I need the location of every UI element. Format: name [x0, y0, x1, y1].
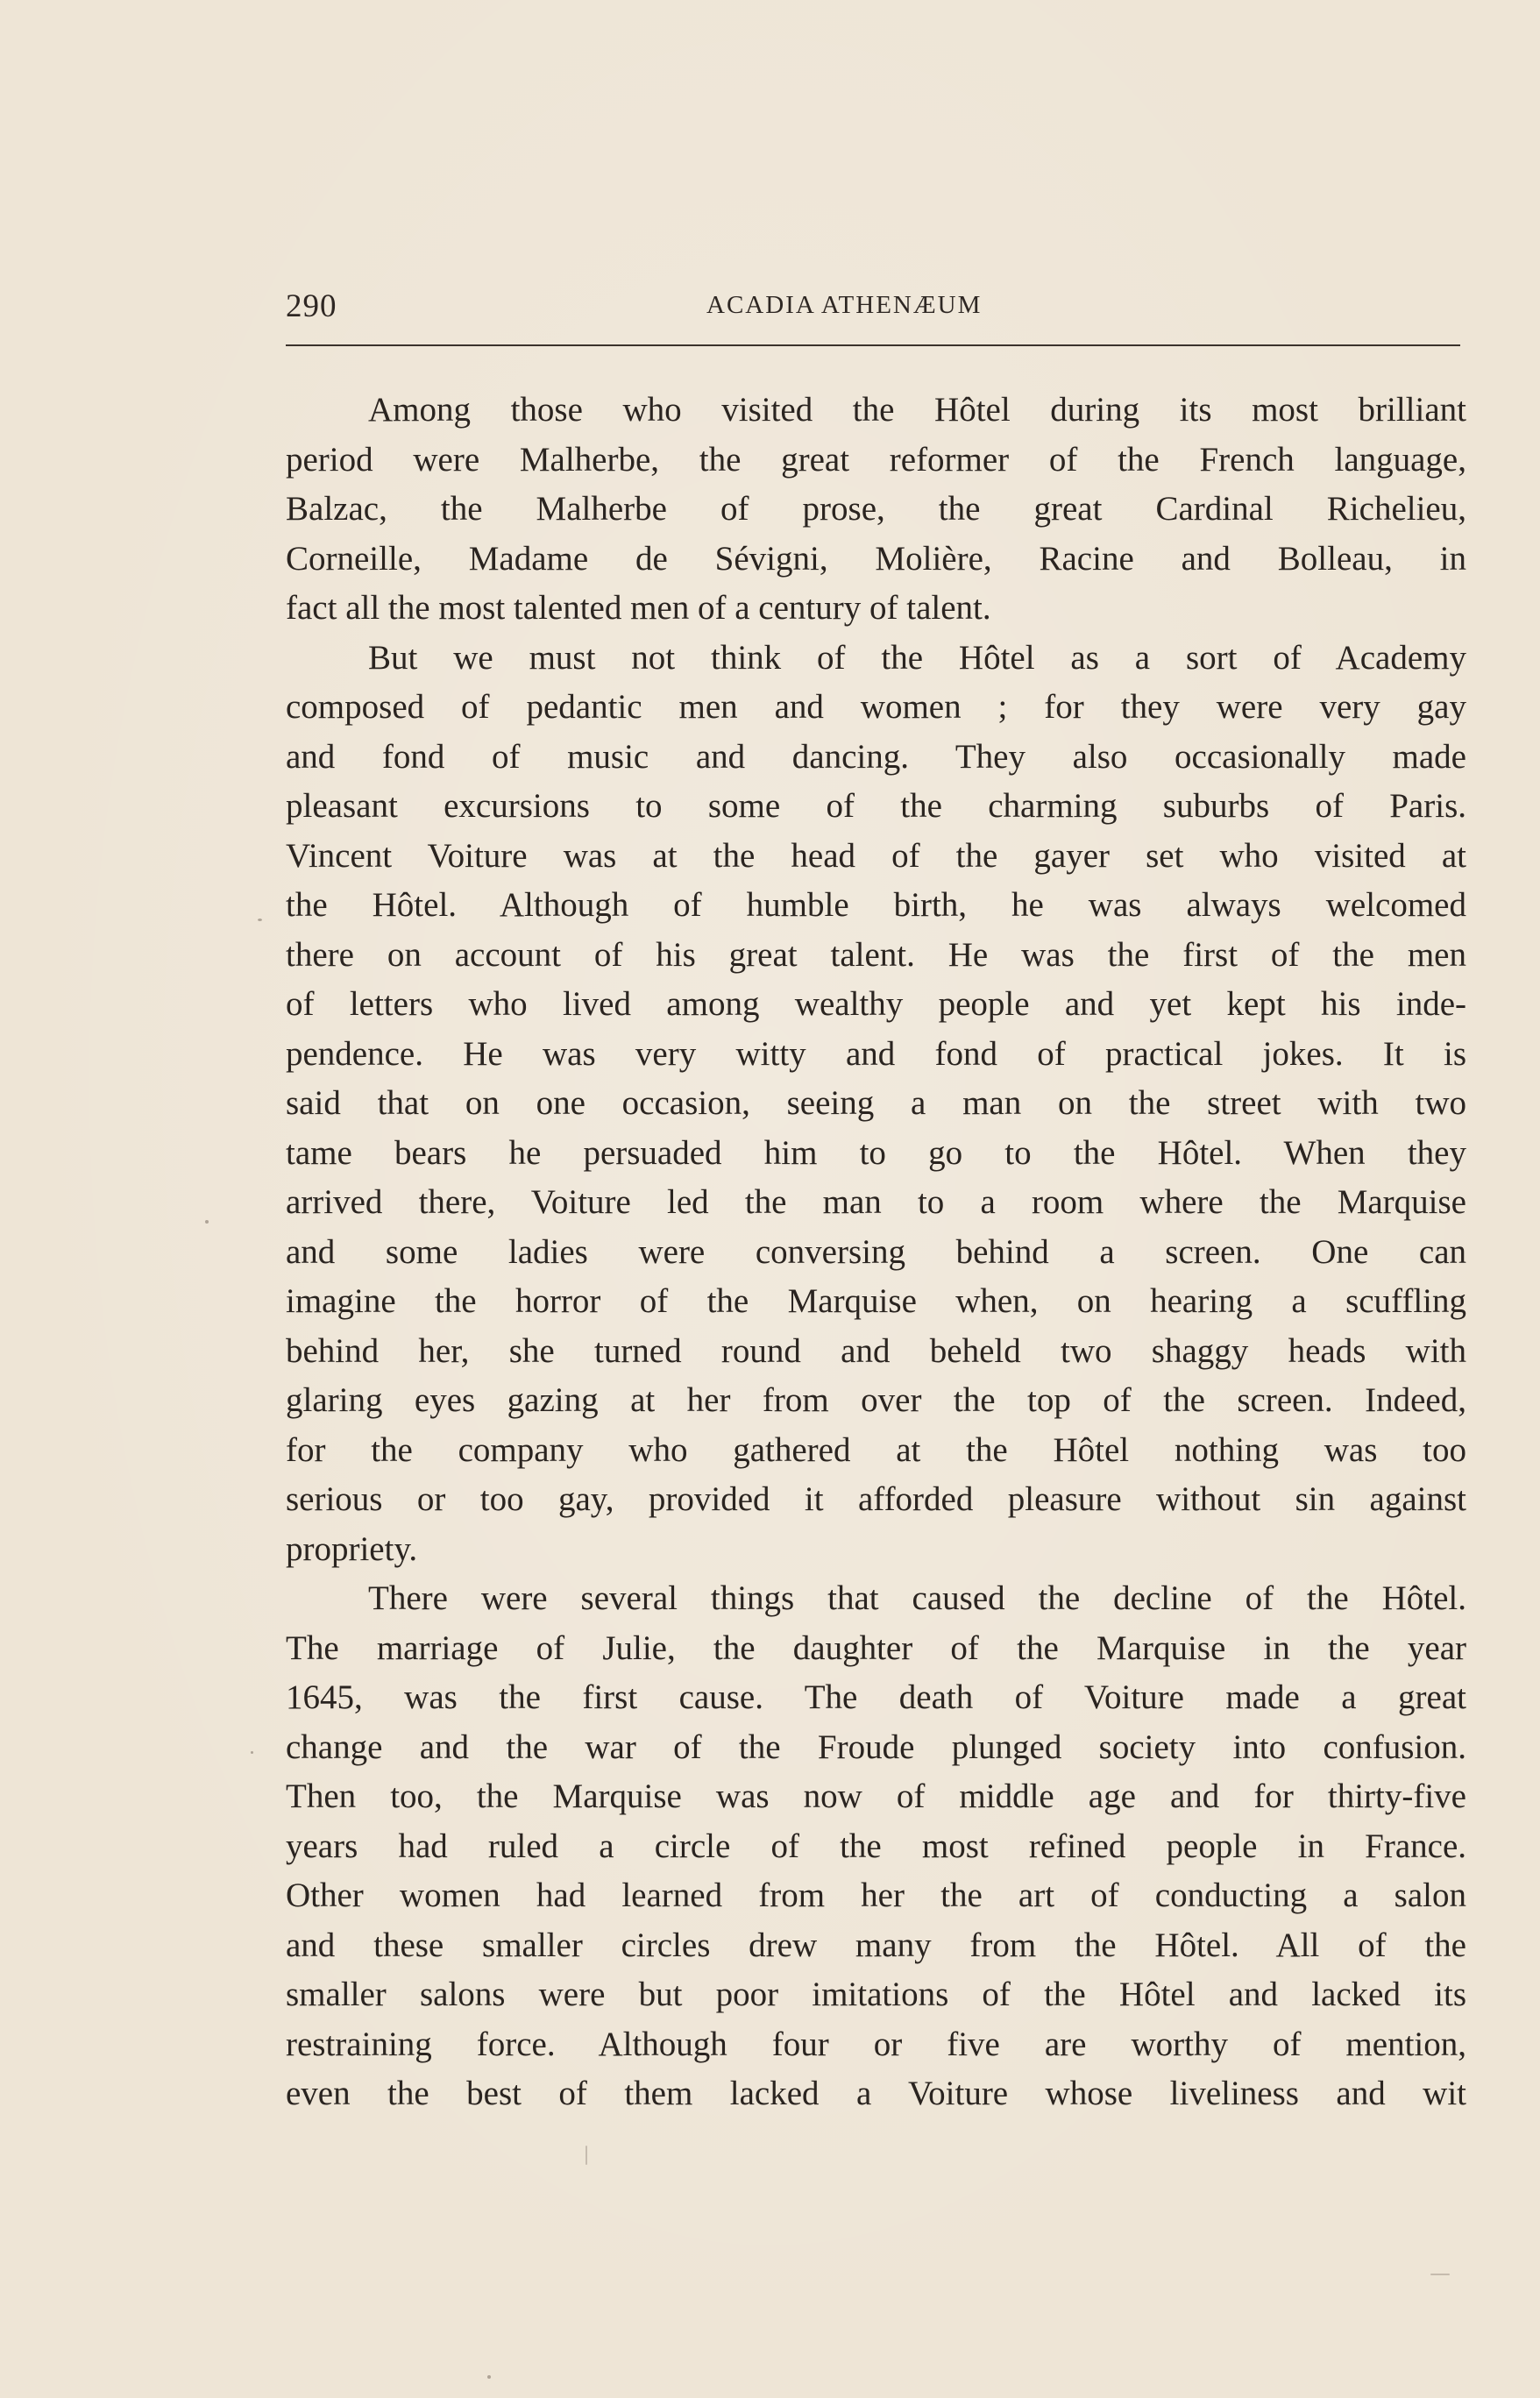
paragraph-first-line: Among those who visited the Hôtel during its most brilliant	[368, 391, 1466, 429]
paper-speck	[251, 1751, 253, 1754]
paper-speck	[1430, 2274, 1450, 2275]
text-line: of letters who lived among wealthy people and yet kept his inde-	[286, 985, 1466, 1023]
text-line: years had ruled a circle of the most refined people in France.	[286, 1827, 1466, 1865]
paper-speck	[258, 919, 262, 921]
text-line: and fond of music and dancing. They also occasionally made	[286, 737, 1466, 776]
text-line: pendence. He was very witty and fond of practical jokes. It is	[286, 1034, 1466, 1073]
paper-speck	[487, 2375, 491, 2379]
paragraph-first-line: But we must not think of the Hôtel as a sort of Academy	[368, 638, 1466, 677]
journal-title: ACADIA ATHENÆUM	[706, 291, 983, 319]
text-line: said that on one occasion, seeing a man on the street with two	[286, 1084, 1466, 1122]
text-line: there on account of his great talent. He was the first of the men	[286, 935, 1466, 974]
text-line: imagine the horror of the Marquise when, on hearing a scuffling	[286, 1282, 1466, 1320]
text-line: the Hôtel. Although of humble birth, he was always welcomed	[286, 886, 1466, 924]
text-line: Balzac, the Malherbe of prose, the great Cardinal Richelieu,	[286, 490, 1466, 528]
running-head	[286, 279, 1460, 340]
text-line: restraining force. Although four or five are worthy of mention,	[286, 2025, 1466, 2063]
text-line: smaller salons were but poor imitations of the Hôtel and lacked its	[286, 1976, 1466, 2013]
text-line: serious or too gay, provided it afforded pleasure without sin against	[286, 1480, 1466, 1518]
text-line: and some ladies were conversing behind a screen. One can	[286, 1232, 1466, 1271]
text-line: behind her, she turned round and beheld two shaggy heads with	[286, 1331, 1466, 1370]
text-line: period were Malherbe, the great reformer of the French language,	[286, 440, 1466, 479]
text-line: propriety.	[286, 1529, 418, 1568]
text-line: Corneille, Madame de Sévigni, Molière, Racine and Bolleau, in	[286, 539, 1466, 578]
text-line: for the company who gathered at the Hôtel nothing was too	[286, 1430, 1466, 1469]
text-line: The marriage of Julie, the daughter of the Marquise in the year	[286, 1628, 1466, 1667]
text-line: Vincent Voiture was at the head of the gayer set who visited at	[286, 836, 1466, 875]
text-line: and these smaller circles drew many from the Hôtel. All of the	[286, 1926, 1466, 1964]
text-line: glaring eyes gazing at her from over the top of the screen. Indeed,	[286, 1381, 1466, 1419]
text-line: Other women had learned from her the art of conducting a salon	[286, 1877, 1466, 1914]
paragraph-first-line: There were several things that caused the decline of the Hôtel.	[368, 1579, 1466, 1617]
paper-speck	[585, 2146, 587, 2165]
text-line: fact all the most talented men of a century of talent.	[286, 589, 991, 627]
text-line: composed of pedantic men and women ; for they were very gay	[286, 688, 1466, 726]
text-line: arrived there, Voiture led the man to a room where the Marquise	[286, 1183, 1466, 1221]
text-line: even the best of them lacked a Voiture whose liveliness and wit	[286, 2075, 1466, 2112]
body-text	[286, 386, 1466, 2119]
text-line: 1645, was the first cause. The death of Voiture made a great	[286, 1678, 1466, 1716]
paper-speck	[205, 1220, 209, 1224]
text-line: tame bears he persuaded him to go to the Hôtel. When they	[286, 1133, 1466, 1172]
page-number: 290	[286, 288, 337, 324]
text-line: Then too, the Marquise was now of middle age and for thirty-five	[286, 1777, 1466, 1815]
header-rule	[286, 344, 1460, 346]
text-line: change and the war of the Froude plunged society into confusion.	[286, 1728, 1466, 1766]
text-line: pleasant excursions to some of the charming suburbs of Paris.	[286, 787, 1466, 825]
